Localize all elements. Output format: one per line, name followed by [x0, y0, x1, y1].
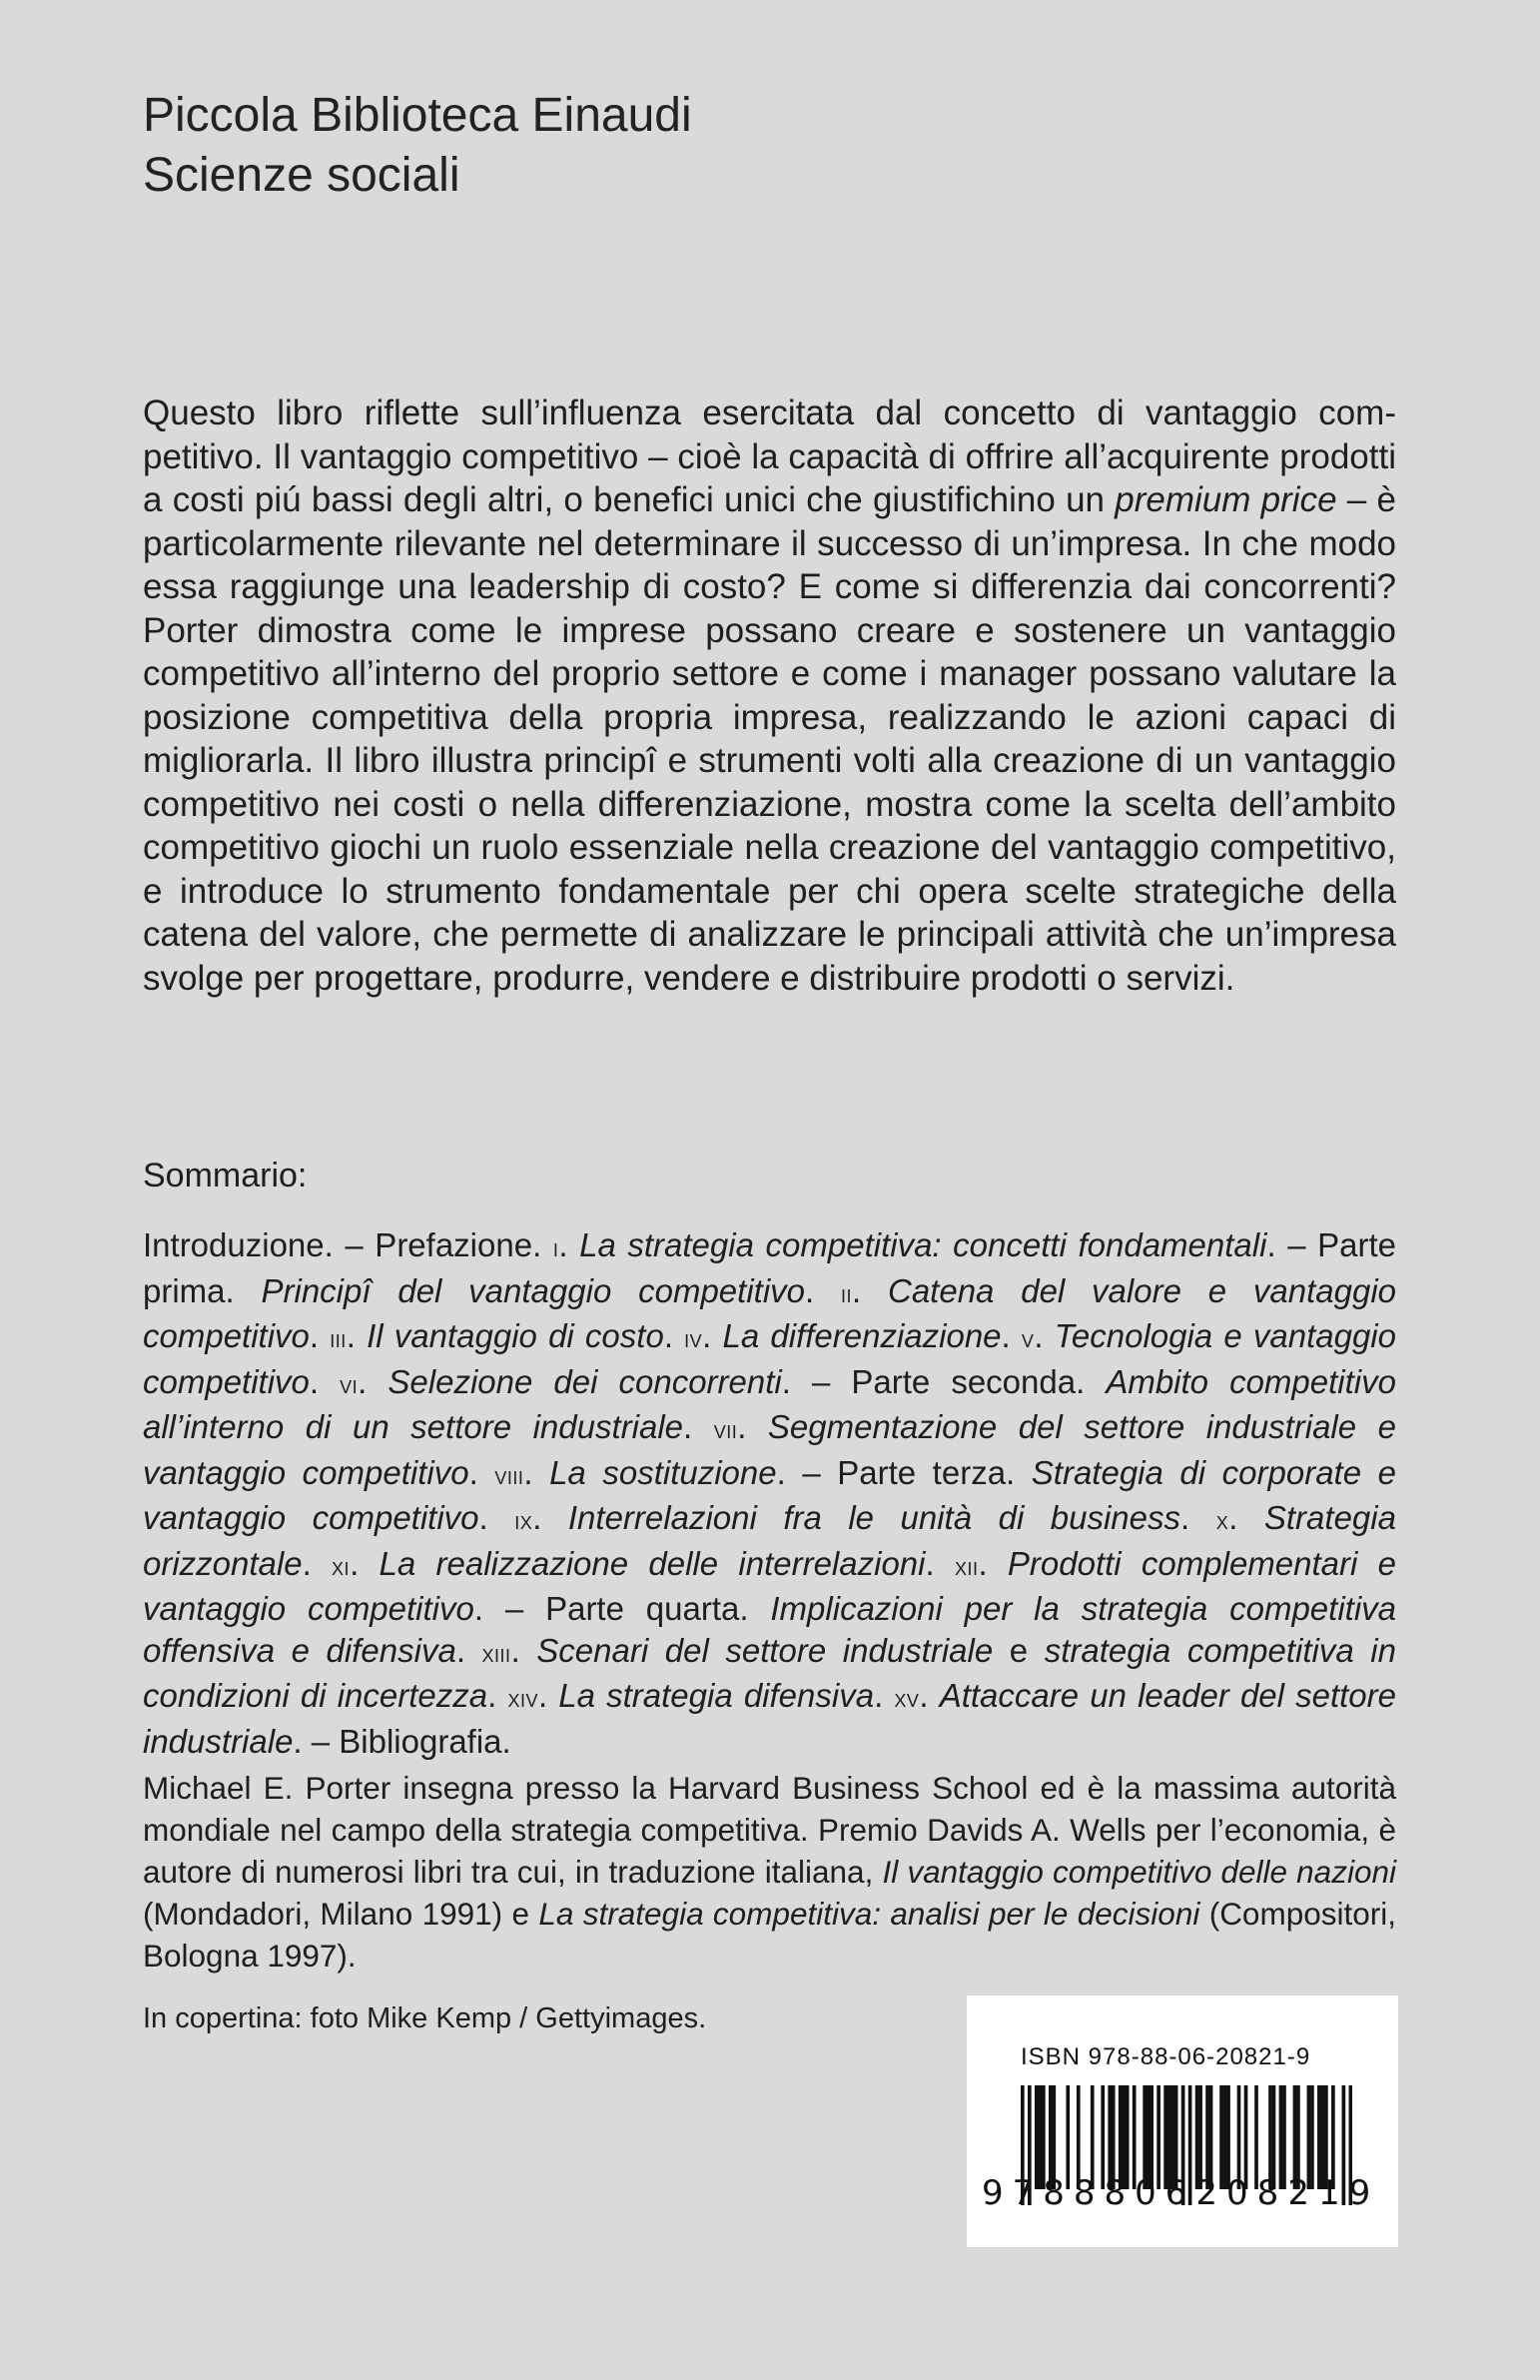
toc-title: Scenari del settore industriale: [536, 1631, 994, 1669]
toc-chapter-number: xiv: [507, 1685, 538, 1713]
toc-text: .: [302, 1544, 333, 1582]
toc-text: .: [1228, 1499, 1264, 1536]
toc-text: .: [468, 1453, 495, 1491]
series-header: [143, 86, 692, 206]
author-bio-part-3: (Compositori, Bologna 1997).: [143, 1896, 1396, 1974]
toc-title: Il vantaggio di costo: [367, 1317, 664, 1354]
toc-text: .: [350, 1544, 380, 1582]
description-part-1: Questo libro riflette sull’influenza esercitata dal concetto di vantaggio competitivo. Il vantaggio competitivo – cioè la capacità di offrire all’acquirente prodotti a costi piú bassi degli altri, o benefici unici che giustifichino un: [143, 394, 1396, 519]
author-book-title-2: La strategia competitiva: analisi per le decisioni: [538, 1896, 1200, 1932]
toc-title: La strategia difensiva: [558, 1677, 875, 1714]
toc-title: La realizzazione delle interrelazioni: [379, 1544, 926, 1582]
toc-chapter-number: xii: [954, 1552, 979, 1581]
toc-text: .: [523, 1453, 550, 1491]
toc-text: . – Parte quarta.: [473, 1590, 771, 1627]
toc-text: .: [537, 1677, 559, 1714]
toc-title: strategia competitiva in condizioni di incertezza: [143, 1631, 1396, 1714]
toc-text: .: [1180, 1499, 1216, 1536]
toc-text: .: [737, 1408, 768, 1445]
toc-text: Introduzione. – Prefazione.: [143, 1226, 553, 1263]
toc-text: .: [309, 1362, 341, 1400]
toc-chapter-number: xv: [894, 1685, 920, 1713]
toc-title: La differenziazione: [722, 1317, 1002, 1354]
toc-title: La sostituzione: [549, 1453, 777, 1491]
toc-title: Strategia di corporate e vantaggio competitivo: [143, 1453, 1396, 1536]
toc-text: .: [1001, 1317, 1022, 1354]
toc-chapter-number: ix: [514, 1507, 533, 1535]
toc-chapter-number: viii: [494, 1461, 524, 1490]
toc-text: .: [663, 1317, 685, 1354]
toc-text: .: [1034, 1317, 1055, 1354]
toc-chapter-number: iv: [684, 1325, 703, 1353]
series-subject: Scienze sociali: [143, 149, 460, 202]
toc-text: . – Parte prima.: [143, 1226, 1397, 1309]
barcode-digits: 9788806208219: [982, 2173, 1380, 2213]
toc-text: .: [925, 1544, 955, 1582]
cover-credit: In copertina: foto Mike Kemp / Gettyimages.: [143, 2002, 707, 2034]
toc-text: .: [683, 1408, 714, 1445]
toc-title: Strategia orizzontale: [143, 1499, 1396, 1582]
isbn-barcode-box: [967, 1995, 1398, 2247]
author-bio-part-1: Michael E. Porter insegna presso la Harvard Business School ed è la massima autorità mondiale nel campo della strategia competitiva. Premio Davids A. Wells per l’economia, è autore di numerosi libri tra cui, in traduzione italiana,: [143, 1770, 1396, 1890]
table-of-contents: [143, 1224, 1396, 1762]
toc-title: Principî del vantaggio competitivo: [261, 1271, 806, 1309]
toc-title: Segmentazione del settore industriale e vantaggio competitivo: [143, 1408, 1396, 1491]
toc-text: .: [346, 1317, 368, 1354]
toc-text: . – Parte terza.: [776, 1453, 1032, 1491]
toc-text: .: [852, 1271, 888, 1309]
toc-title: Selezione dei concorrenti: [387, 1362, 782, 1400]
toc-text: .: [702, 1317, 723, 1354]
toc-chapter-number: ii: [841, 1279, 853, 1308]
toc-text: e: [993, 1631, 1045, 1669]
toc-chapter-number: i: [552, 1234, 559, 1262]
description-part-2: – è particolarmente rilevante nel determinare il successo di un’impresa. In che modo essa raggiunge una leadership di costo? E come si differenzia dai concorrenti? Porter dimostra come le imprese possano creare e sostenere un vantaggio competitivo all’interno del proprio settore e come i manager possano valutare la posizione competitiva della propria impresa, realizzando le azioni capaci di migliorarla. Il libro illustra principî e strumenti volti alla creazione di un vantaggio competitivo nei costi o nella differenziazione, mostra come la scelta dell’ambito competitivo giochi un ruolo essenziale nella creazione del vantaggio competitivo, e introduce lo strumento fondamentale per chi opera scelte strategiche della catena del valore, che permette di analizzare le principali attività che un’impresa svolge per progettare, produrre, vendere e distribuire prodotti o servizi.: [143, 480, 1396, 998]
toc-title: Prodotti complementari e vantaggio competitivo: [143, 1544, 1396, 1627]
author-book-title-1: Il vantaggio competitivo delle nazioni: [882, 1854, 1396, 1890]
toc-text: . – Parte seconda.: [781, 1362, 1107, 1400]
book-description: [143, 392, 1396, 1000]
sommario-label: Sommario:: [143, 1157, 308, 1194]
toc-title: La strategia competitiva: concetti fondamentali: [579, 1226, 1267, 1263]
toc-title: Attaccare un leader del settore industriale: [143, 1677, 1397, 1760]
author-bio-part-2: (Mondadori, Milano 1991) e: [143, 1896, 539, 1932]
toc-text: .: [358, 1362, 388, 1400]
author-bio: [143, 1767, 1396, 1977]
toc-text: .: [558, 1226, 580, 1263]
toc-chapter-number: iii: [330, 1325, 347, 1353]
toc-text: .: [919, 1677, 940, 1714]
toc-text: .: [874, 1677, 895, 1714]
toc-text: .: [487, 1677, 508, 1714]
toc-text: .: [805, 1271, 841, 1309]
toc-chapter-number: xi: [332, 1552, 351, 1581]
isbn-label: ISBN 978-88-06-20821-9: [1021, 2043, 1311, 2070]
toc-title: Implicazioni per la strategia competitiva offensiva e difensiva: [143, 1590, 1397, 1669]
toc-chapter-number: vii: [713, 1416, 738, 1444]
toc-chapter-number: x: [1215, 1507, 1229, 1535]
description-italic-term: premium price: [1115, 480, 1337, 519]
toc-text: .: [455, 1631, 482, 1669]
toc-text: .: [309, 1317, 331, 1354]
toc-text: .: [978, 1544, 1008, 1582]
toc-text: . – Bibliografia.: [293, 1722, 511, 1760]
toc-text: .: [478, 1499, 515, 1536]
toc-chapter-number: v: [1021, 1325, 1035, 1353]
toc-text: .: [510, 1631, 537, 1669]
toc-title: Catena del valore e vantaggio competitivo: [143, 1271, 1397, 1354]
toc-title: Interrelazioni fra le unità di business: [567, 1499, 1181, 1536]
series-name: Piccola Biblioteca Einaudi: [143, 89, 692, 142]
toc-title: Ambito competitivo all’interno di un settore industriale: [143, 1362, 1396, 1445]
toc-chapter-number: vi: [340, 1370, 359, 1399]
toc-chapter-number: xiii: [481, 1639, 511, 1668]
toc-title: Tecnologia e vantaggio competitivo: [143, 1317, 1396, 1400]
toc-text: .: [532, 1499, 568, 1536]
